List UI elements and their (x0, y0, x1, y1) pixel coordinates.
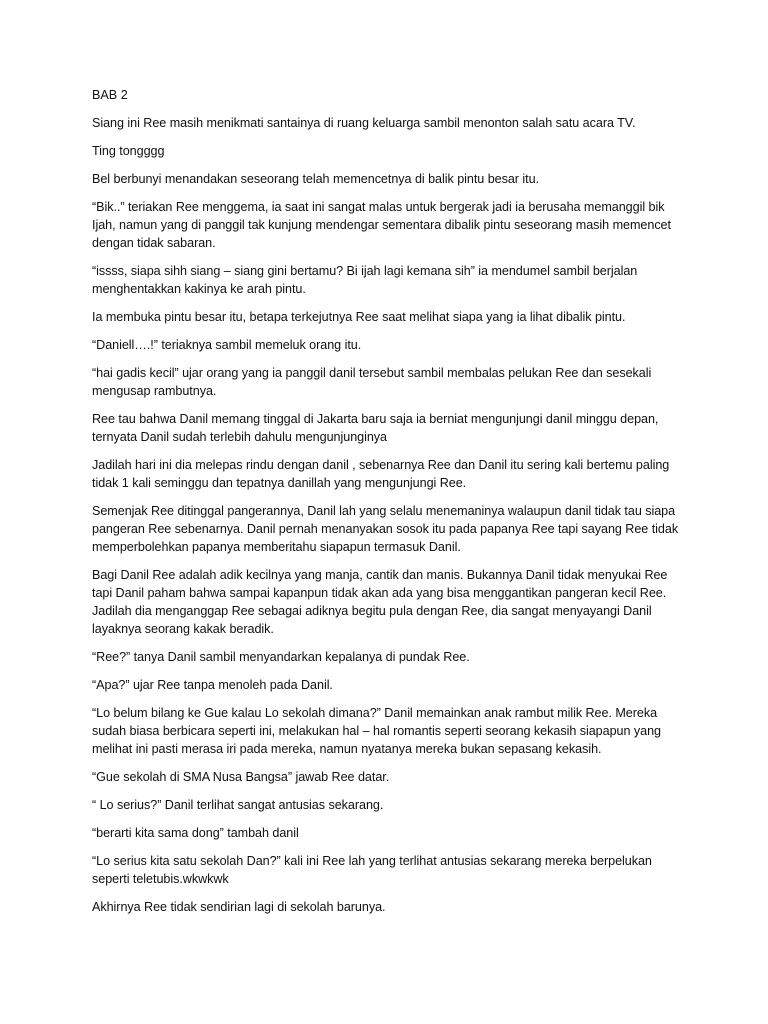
paragraph-2: Ting tongggg (92, 144, 165, 158)
chapter-heading: BAB 2 (92, 88, 128, 102)
paragraph-7: “Daniell….!” teriaknya sambil memeluk orang itu. (92, 338, 362, 352)
paragraph-20: Akhirnya Ree tidak sendirian lagi di sekolah barunya. (92, 900, 386, 914)
paragraph-16: “Gue sekolah di SMA Nusa Bangsa” jawab Ree datar. (92, 770, 390, 784)
paragraph-9: Ree tau bahwa Danil memang tinggal di Jakarta baru saja ia berniat mengunjungi danil minggu depan, ternyata Danil sudah terlebih dahulu mengunjunginya (92, 412, 659, 444)
paragraph-1: Siang ini Ree masih menikmati santainya di ruang keluarga sambil menonton salah satu acara TV. (92, 116, 636, 130)
paragraph-12: Bagi Danil Ree adalah adik kecilnya yang manja, cantik dan manis. Bukannya Danil tidak menyukai Ree tapi Danil paham bahwa sampai kapanpun tidak akan ada yang bisa menggantikan pangeran kecil Ree. Jadilah dia menganggap Ree sebagai adiknya begitu pula dengan Ree, dia sangat menyayangi Danil layaknya seorang kakak beradik. (92, 568, 668, 636)
paragraph-17: “ Lo serius?” Danil terlihat sangat antusias sekarang. (92, 798, 384, 812)
paragraph-18: “berarti kita sama dong” tambah danil (92, 826, 299, 840)
paragraph-5: “issss, siapa sihh siang – siang gini bertamu? Bi ijah lagi kemana sih” ia mendumel sambil berjalan menghentakkan kakinya ke arah pintu. (92, 264, 638, 296)
paragraph-15: “Lo belum bilang ke Gue kalau Lo sekolah dimana?” Danil memainkan anak rambut milik Ree. Mereka sudah biasa berbicara seperti ini, melakukan hal – hal romantis seperti seorang kekasih siapapun yang melihat ini pasti merasa iri pada mereka, namun nyatanya mereka bukan sepasang kekasih. (92, 706, 662, 756)
paragraph-11: Semenjak Ree ditinggal pangerannya, Danil lah yang selalu menemaninya walaupun danil tidak tau siapa pangeran Ree sebenarnya. Danil pernah menanyakan sosok itu pada papanya Ree tapi sayang Ree tidak memperbolehkan papanya memberitahu siapapun termasuk Danil. (92, 504, 679, 554)
paragraph-3: Bel berbunyi menandakan seseorang telah memencetnya di balik pintu besar itu. (92, 172, 540, 186)
paragraph-14: “Apa?” ujar Ree tanpa menoleh pada Danil. (92, 678, 333, 692)
paragraph-8: “hai gadis kecil” ujar orang yang ia panggil danil tersebut sambil membalas pelukan Ree dan sesekali mengusap rambutnya. (92, 366, 652, 398)
document-page (92, 86, 682, 926)
paragraph-10: Jadilah hari ini dia melepas rindu dengan danil , sebenarnya Ree dan Danil itu sering kali bertemu paling tidak 1 kali seminggu dan tepatnya danillah yang mengunjungi Ree. (92, 458, 670, 490)
paragraph-4: “Bik..” teriakan Ree menggema, ia saat ini sangat malas untuk bergerak jadi ia berusaha memanggil bik Ijah, namun yang di panggil tak kunjung mendengar sementara dibalik pintu seseorang masih memencet dengan tidak sabaran. (92, 200, 671, 250)
paragraph-6: Ia membuka pintu besar itu, betapa terkejutnya Ree saat melihat siapa yang ia lihat dibalik pintu. (92, 310, 626, 324)
paragraph-13: “Ree?” tanya Danil sambil menyandarkan kepalanya di pundak Ree. (92, 650, 470, 664)
paragraph-19: “Lo serius kita satu sekolah Dan?” kali ini Ree lah yang terlihat antusias sekarang mereka berpelukan seperti teletubis.wkwkwk (92, 854, 652, 886)
